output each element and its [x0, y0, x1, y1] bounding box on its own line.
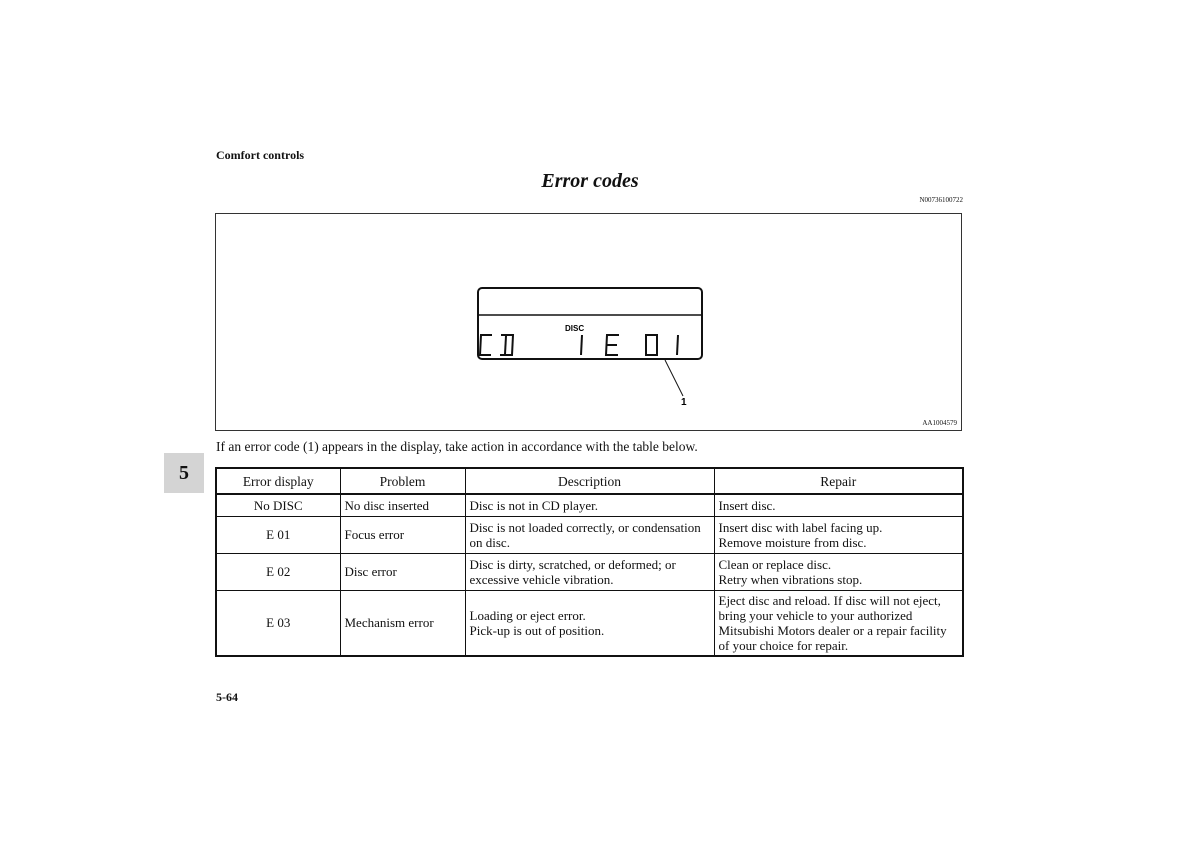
cell-error-display: No DISC [216, 494, 340, 516]
segment-char-0 [646, 335, 657, 355]
section-title: Comfort controls [216, 148, 305, 162]
callout-line [665, 360, 683, 396]
error-code-table [215, 467, 964, 657]
table-row [216, 516, 963, 553]
cell-description: Disc is not loaded correctly, or condensation on disc. [465, 516, 714, 553]
chapter-tab [164, 453, 204, 493]
table-row [216, 494, 963, 516]
header-error-display: Error display [216, 468, 340, 494]
cell-repair: Insert disc. [714, 494, 963, 516]
header-description: Description [465, 468, 714, 494]
cell-problem: Disc error [340, 553, 465, 590]
intro-text: If an error code (1) appears in the display, take action in accordance with the table below. [216, 439, 698, 454]
cell-problem: Mechanism error [340, 590, 465, 656]
page-number: 5-64 [216, 690, 238, 704]
figure-code: AA1004579 [922, 419, 957, 427]
cell-error-display: E 02 [216, 553, 340, 590]
segment-char-c [480, 335, 492, 355]
chapter-number: 5 [179, 461, 189, 484]
reference-code: N00736100722 [919, 196, 963, 204]
table-header-row [216, 468, 963, 494]
table-row [216, 553, 963, 590]
cell-repair: Insert disc with label facing up. Remove moisture from disc. [714, 516, 963, 553]
disc-indicator [565, 324, 584, 333]
cell-error-display: E 03 [216, 590, 340, 656]
segment-char-1b [677, 335, 678, 355]
header-repair: Repair [714, 468, 963, 494]
cell-error-display: E 01 [216, 516, 340, 553]
header-problem: Problem [340, 468, 465, 494]
callout-number [681, 397, 687, 408]
cell-problem: No disc inserted [340, 494, 465, 516]
cell-description: Loading or eject error. Pick-up is out of position. [465, 590, 714, 656]
lcd-display-drawing [216, 214, 961, 430]
segment-char-1 [581, 335, 582, 355]
lcd-segments [480, 335, 678, 355]
cell-problem: Focus error [340, 516, 465, 553]
cell-repair: Clean or replace disc. Retry when vibrations stop. [714, 553, 963, 590]
cell-description: Disc is dirty, scratched, or deformed; or excessive vehicle vibration. [465, 553, 714, 590]
disc-indicator-text: DISC [565, 324, 585, 333]
callout-number-text: 1 [681, 397, 687, 408]
table-row [216, 590, 963, 656]
display-illustration [215, 213, 962, 431]
page-title: Error codes [541, 170, 639, 192]
cell-repair: Eject disc and reload. If disc will not eject, bring your vehicle to your authorized Mitsubishi Motors dealer or a repair facility of your choice for repair. [714, 590, 963, 656]
cell-description: Disc is not in CD player. [465, 494, 714, 516]
segment-char-d-stem [505, 336, 506, 354]
